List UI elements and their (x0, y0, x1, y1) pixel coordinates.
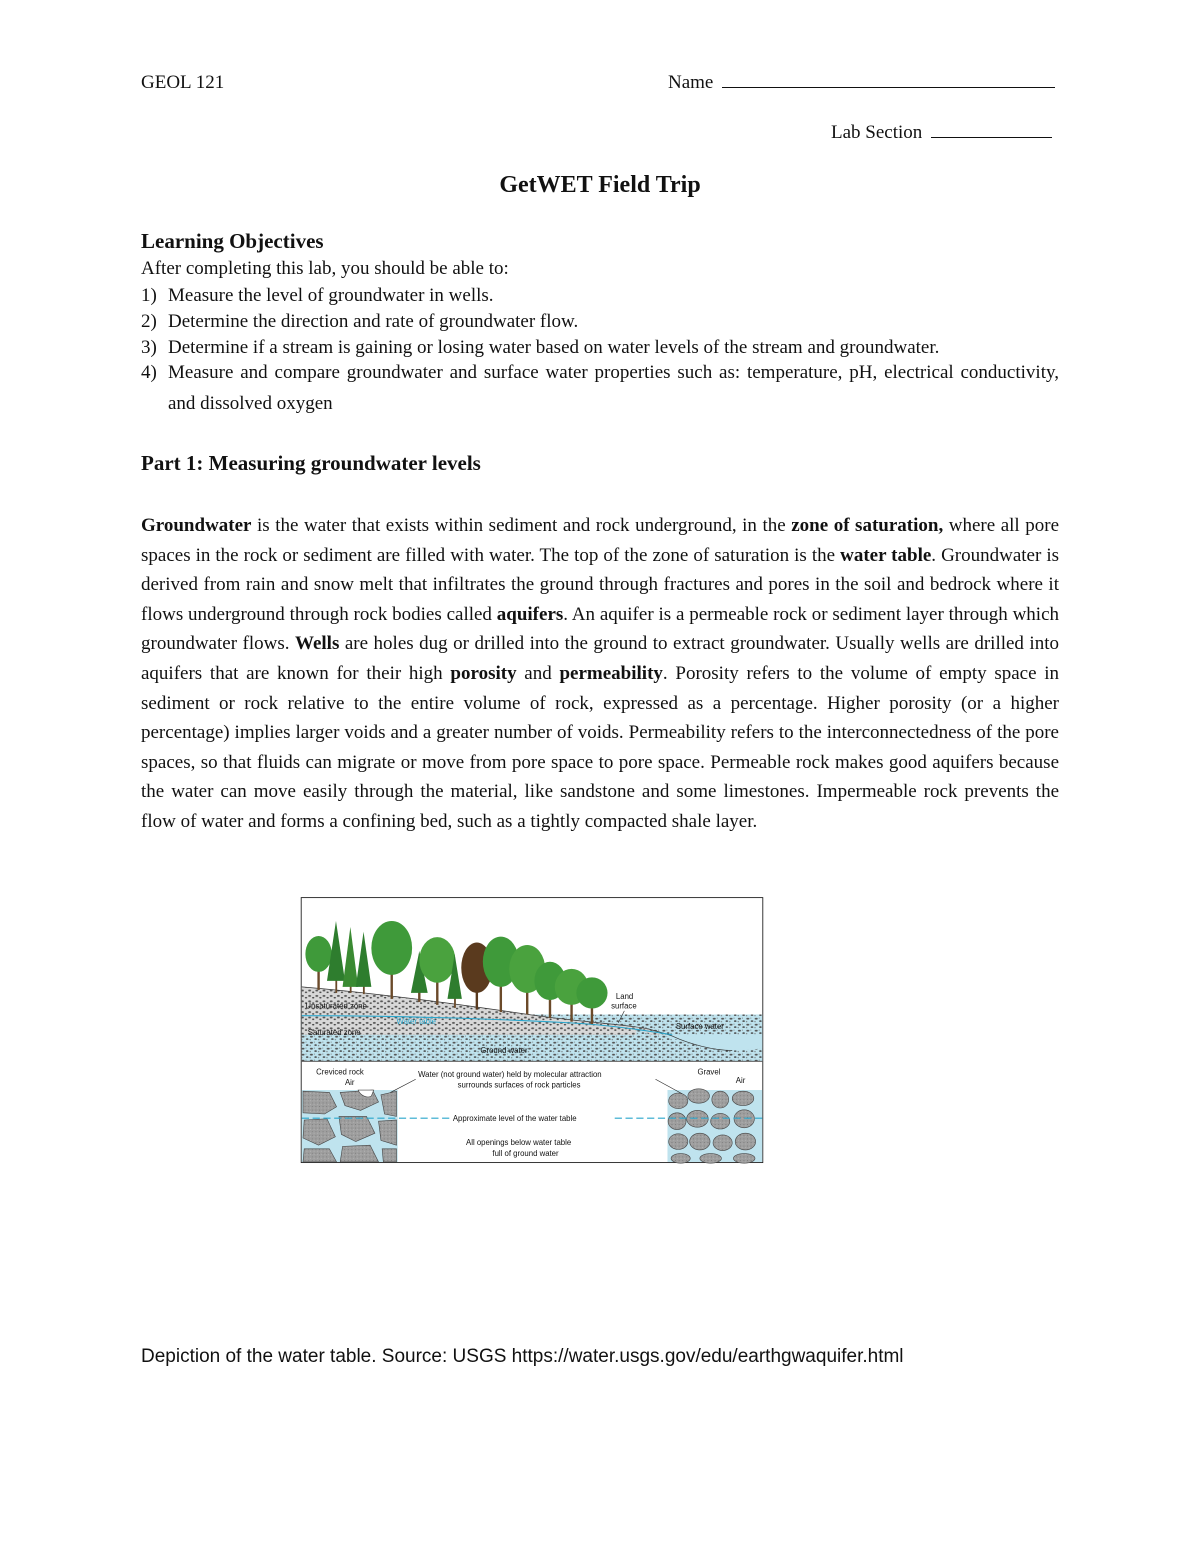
objective-number: 3) (141, 337, 157, 358)
term-permeability: permeability (559, 662, 663, 684)
page-title: GetWET Field Trip (499, 172, 701, 198)
paragraph-text: . Groundwater is derived from rain and snow melt that infiltrates the ground through fractures and pores in the soil and bedrock where it flows underground through rock bodies called (141, 544, 1059, 625)
land-surface-label: surface (611, 1001, 637, 1011)
learning-objectives-heading: Learning Objectives (141, 229, 324, 253)
paragraph-text: . Porosity refers to the volume of empty space in sediment or rock relative to the entire volume of rock, expressed as a percentage. Higher porosity (or a higher percentage) implies larger voids and a greater number of voids. Permeability refers to the interconnectedness of the pore spaces, so that fluids can migrate or move from pore space to pore space. Permeable rock makes good aquifers because the water can move easily through the material, like sandstone and some limestones. Impermeable rock prevents the flow of water and forms a confining bed, such as a tightly compacted shale layer. (141, 662, 1060, 832)
paragraph-text: where all pore spaces in the rock or sediment are filled with water. The top of the zone of saturation is the (141, 515, 1060, 566)
figure-caption: Depiction of the water table. Source: USGS https://water.usgs.gov/edu/earthgwaquifer.html (141, 1346, 904, 1367)
openings-label: All openings below water table (466, 1138, 572, 1148)
gravel-panel (667, 1089, 762, 1163)
name-field-row (668, 72, 1055, 94)
paragraph-text: is the water that exists within sediment and rock underground, in the (251, 515, 792, 536)
lab-section-blank-line[interactable] (931, 137, 1052, 138)
land-surface-label: Land (615, 991, 634, 1001)
course-code: GEOL 121 (141, 72, 225, 93)
approximate-level-label: Approximate level of the water table (452, 1114, 577, 1124)
term-groundwater: Groundwater (141, 515, 252, 536)
term-water-table: water table (840, 544, 932, 566)
part1-paragraph (141, 511, 1059, 837)
objective-text: Determine the direction and rate of groundwater flow. (168, 311, 579, 332)
water-table-label: Water table (396, 1017, 437, 1027)
term-zone-of-saturation: zone of saturation, (791, 515, 944, 536)
creviced-rock-panel (302, 1090, 398, 1162)
molecular-water-label: surrounds surfaces of rock particles (457, 1080, 581, 1090)
gravel-label: Gravel (697, 1067, 721, 1077)
name-label: Name (668, 72, 714, 93)
lab-section-row (831, 122, 1052, 144)
part1-heading: Part 1: Measuring groundwater levels (141, 451, 481, 475)
surface-water-label: Surface water (675, 1021, 724, 1031)
term-wells: Wells (295, 633, 340, 655)
term-porosity: porosity (450, 662, 517, 684)
term-aquifers: aquifers (496, 603, 564, 625)
objective-text: Determine if a stream is gaining or losing water based on water levels of the stream and groundwater. (168, 337, 940, 358)
paragraph-text: . An aquifer is a permeable rock or sediment layer through which groundwater flows. (141, 603, 1060, 655)
air-label-left: Air (344, 1078, 355, 1088)
objective-number: 4) (141, 362, 157, 383)
objective-item (141, 357, 1059, 419)
water-table-figure (146, 897, 918, 1343)
unsaturated-zone-label: Unsaturated zone (305, 1001, 367, 1011)
paragraph-text: are holes dug or drilled into the ground to extract groundwater. Usually wells are drilled into aquifers that are known for their high (141, 633, 1059, 684)
creviced-rock-label: Creviced rock (316, 1067, 364, 1077)
paragraph-text: and (516, 662, 560, 684)
saturated-zone-label: Saturated zone (307, 1027, 361, 1037)
name-blank-line[interactable] (722, 87, 1055, 88)
objective-text: Measure and compare groundwater and surface water properties such as: temperature, pH, electrical conductivity, and dissolved oxygen (168, 362, 1059, 414)
openings-label: full of ground water (492, 1148, 559, 1158)
ground-water-label: Ground water (480, 1045, 528, 1055)
objective-number: 1) (141, 285, 157, 306)
lab-section-label: Lab Section (831, 122, 923, 143)
objective-number: 2) (141, 311, 157, 332)
objective-text: Measure the level of groundwater in wells. (168, 285, 494, 306)
molecular-water-label: Water (not ground water) held by molecular attraction (418, 1069, 602, 1079)
learning-objectives-intro: After completing this lab, you should be able to: (141, 258, 509, 279)
air-label-right: Air (735, 1075, 746, 1085)
